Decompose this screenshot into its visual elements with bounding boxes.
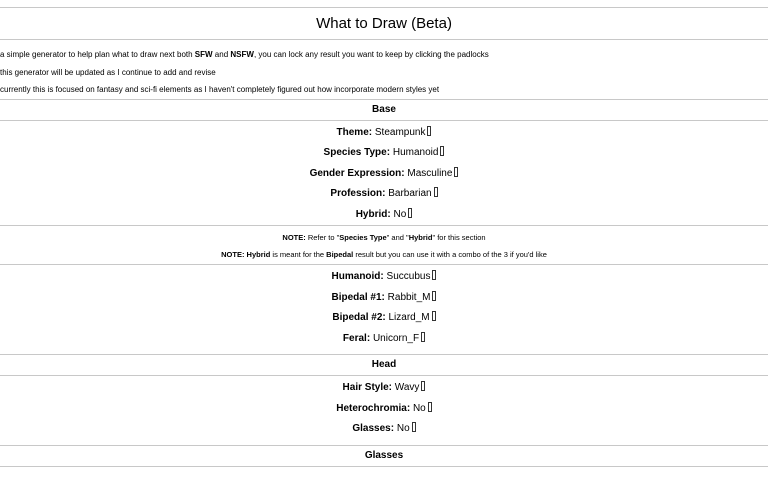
result-hybrid bbox=[0, 205, 768, 226]
page-title bbox=[0, 7, 768, 40]
theme-label: Theme: bbox=[336, 126, 373, 138]
species-notes bbox=[0, 225, 768, 265]
padlock-icon[interactable] bbox=[427, 126, 431, 136]
section-header-head bbox=[0, 354, 768, 376]
result-glasses bbox=[0, 419, 768, 440]
result-hair-style bbox=[0, 378, 768, 399]
note-1-text-c: " and " bbox=[386, 233, 409, 242]
theme-value: Steampunk bbox=[374, 126, 426, 138]
profession-value: Barbarian bbox=[388, 188, 432, 199]
intro-line-2: this generator will be updated as I continue to add and revise bbox=[0, 67, 216, 77]
note-1-text-e: " for this section bbox=[432, 233, 486, 242]
intro-line-3: currently this is focused on fantasy and sci-fi elements as I haven't completely figured out how incorporate modern styles yet bbox=[0, 85, 440, 94]
note-1-hybrid: Hybrid bbox=[408, 233, 433, 242]
heterochromia-label: Heterochromia: bbox=[336, 402, 411, 414]
section-header-glasses bbox=[0, 445, 768, 467]
bipedal-2-label: Bipedal #2: bbox=[332, 312, 386, 323]
note-2-label: NOTE: bbox=[221, 250, 245, 259]
head-results bbox=[0, 376, 768, 440]
intro-line-1-start: a simple generator to help plan what to draw next both bbox=[0, 50, 195, 59]
note-2-text-c: is meant for the bbox=[270, 250, 327, 259]
gender-expression-label: Gender Expression: bbox=[309, 167, 405, 179]
result-profession bbox=[0, 184, 768, 205]
profession-label: Profession: bbox=[330, 188, 386, 199]
bipedal-1-label: Bipedal #1: bbox=[331, 291, 385, 303]
note-1-species-type: Species Type bbox=[339, 233, 387, 242]
sfw-label: SFW bbox=[194, 50, 213, 59]
padlock-icon[interactable] bbox=[421, 332, 425, 342]
note-2 bbox=[0, 246, 768, 263]
note-1-text-a: Refer to " bbox=[305, 233, 340, 242]
section-title-base: Base bbox=[372, 103, 396, 115]
padlock-icon[interactable] bbox=[408, 208, 412, 218]
result-gender-expression bbox=[0, 164, 768, 185]
glasses-value: No bbox=[396, 423, 410, 434]
result-bipedal-2 bbox=[0, 308, 768, 329]
padlock-icon[interactable] bbox=[432, 311, 436, 321]
note-1 bbox=[0, 229, 768, 246]
hair-style-label: Hair Style: bbox=[342, 382, 393, 393]
humanoid-label: Humanoid: bbox=[331, 271, 384, 282]
intro-line-1 bbox=[0, 46, 768, 64]
bipedal-1-value: Rabbit_M bbox=[387, 291, 431, 303]
intro-line-1-end: , you can lock any result you want to keep by clicking the padlocks bbox=[253, 50, 489, 59]
padlock-icon[interactable] bbox=[454, 167, 458, 177]
result-heterochromia bbox=[0, 399, 768, 420]
padlock-icon[interactable] bbox=[440, 146, 444, 156]
note-2-text-e: result but you can use it with a combo of the 3 if you'd like bbox=[353, 250, 547, 259]
species-results bbox=[0, 265, 768, 349]
page-title-text: What to Draw (Beta) bbox=[316, 15, 452, 32]
feral-value: Unicorn_F bbox=[372, 332, 420, 344]
intro-line-1-and: and bbox=[212, 50, 231, 59]
padlock-icon[interactable] bbox=[434, 187, 438, 197]
intro-text bbox=[0, 40, 768, 99]
padlock-icon[interactable] bbox=[432, 291, 436, 301]
heterochromia-value: No bbox=[412, 402, 426, 414]
section-title-glasses: Glasses bbox=[364, 449, 404, 461]
bipedal-2-value: Lizard_M bbox=[388, 312, 430, 323]
result-theme bbox=[0, 123, 768, 144]
padlock-icon[interactable] bbox=[412, 422, 416, 432]
result-feral bbox=[0, 329, 768, 350]
note-1-label: NOTE: bbox=[282, 233, 306, 242]
species-type-value: Humanoid bbox=[392, 147, 439, 158]
result-humanoid bbox=[0, 267, 768, 288]
result-bipedal-1 bbox=[0, 288, 768, 309]
section-header-base bbox=[0, 99, 768, 121]
result-species-type bbox=[0, 143, 768, 164]
hybrid-label: Hybrid: bbox=[355, 208, 391, 220]
padlock-icon[interactable] bbox=[421, 381, 425, 391]
padlock-icon[interactable] bbox=[432, 270, 436, 280]
hair-style-value: Wavy bbox=[394, 382, 420, 393]
gender-expression-value: Masculine bbox=[407, 167, 453, 179]
feral-label: Feral: bbox=[342, 332, 371, 344]
note-2-bipedal: Bipedal bbox=[326, 250, 354, 259]
humanoid-value: Succubus bbox=[386, 271, 431, 282]
note-2-hybrid: Hybrid bbox=[246, 250, 271, 259]
species-type-label: Species Type: bbox=[323, 147, 391, 158]
padlock-icon[interactable] bbox=[428, 402, 432, 412]
nsfw-label: NSFW bbox=[230, 50, 254, 59]
base-results bbox=[0, 121, 768, 226]
glasses-label: Glasses: bbox=[352, 423, 395, 434]
section-title-head: Head bbox=[371, 359, 397, 370]
hybrid-value: No bbox=[393, 208, 407, 220]
